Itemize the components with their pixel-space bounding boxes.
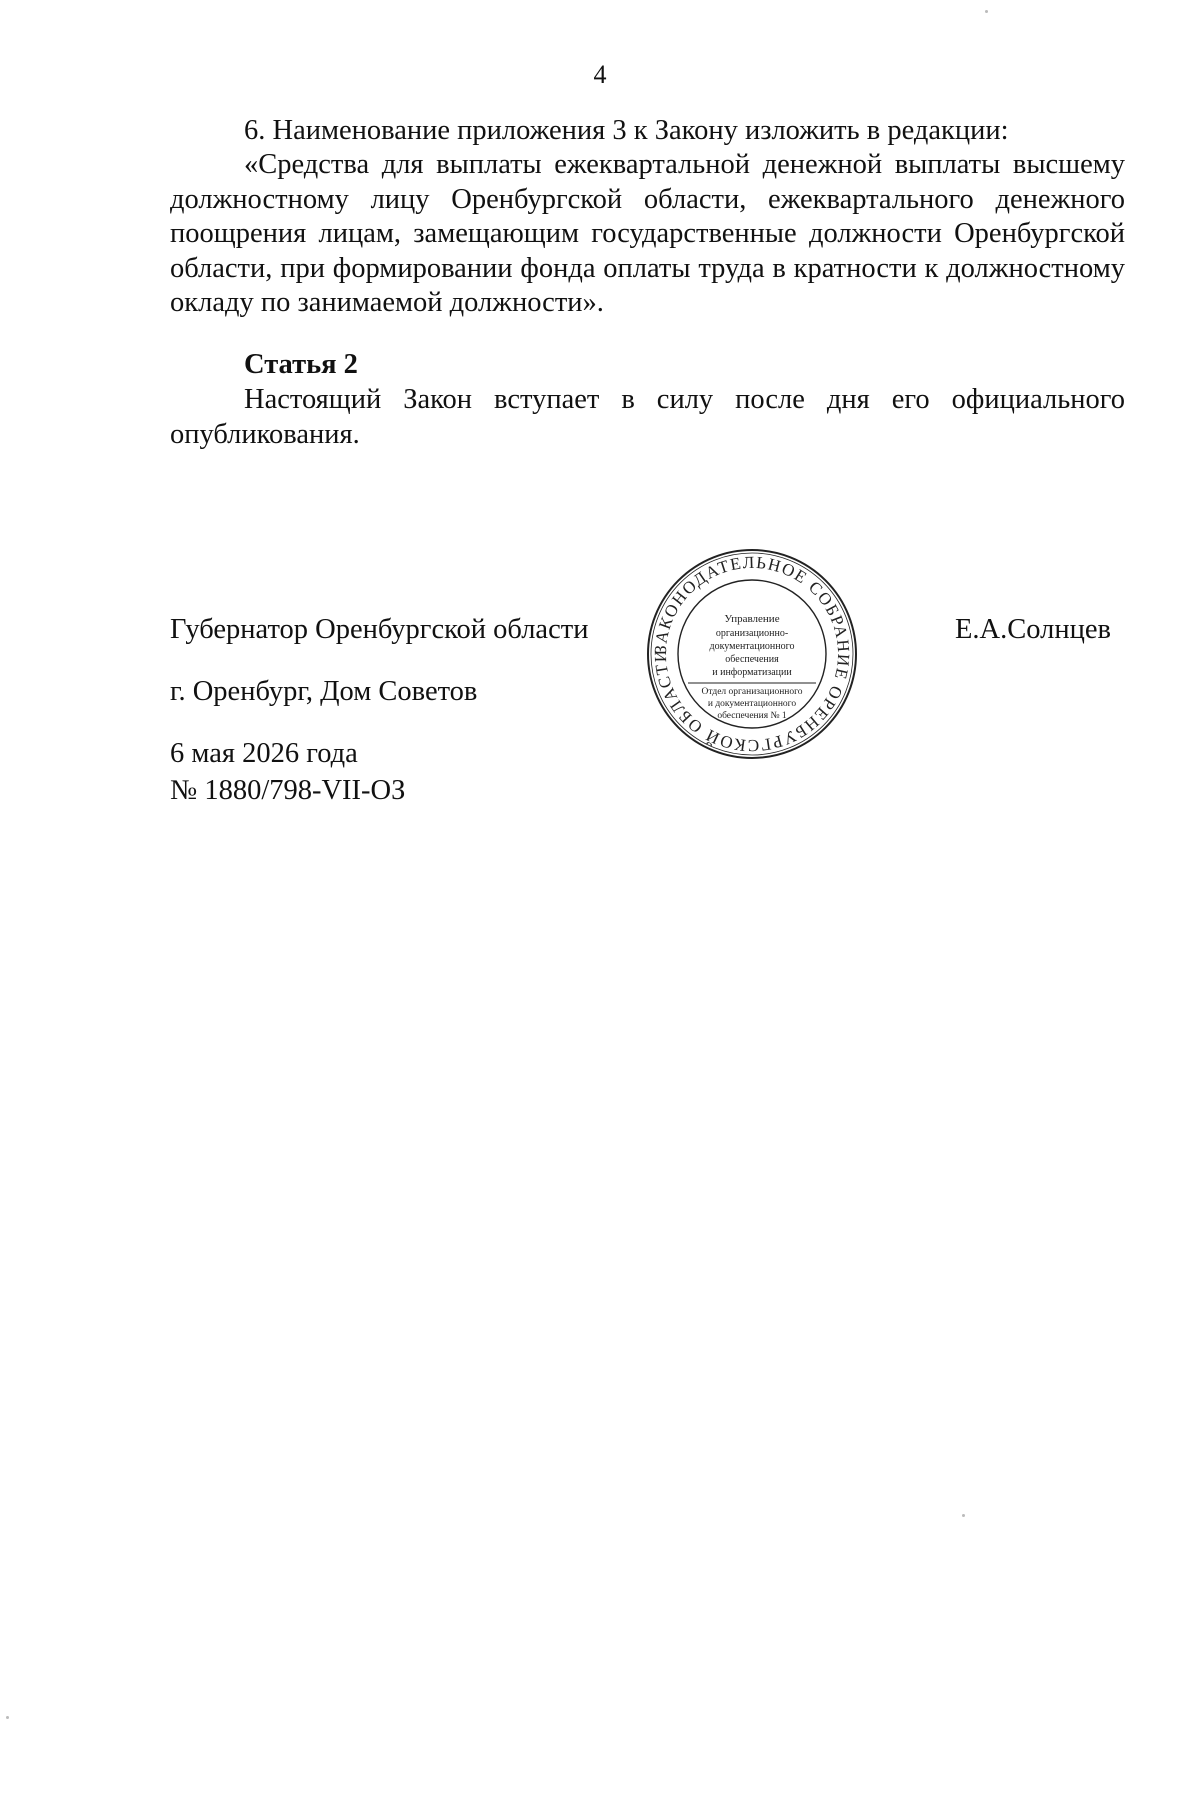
seal-outer-text: ЗАКОНОДАТЕЛЬНОЕ СОБРАНИЕ ОРЕНБУРГСКОЙ ОБЛАСТИ: [650, 552, 854, 756]
seal-inner-line: Отдел организационного: [701, 687, 803, 697]
seal-inner-line: обеспечения: [725, 654, 779, 665]
law-number: № 1880/798-VII-ОЗ: [170, 775, 406, 806]
seal-inner-line: документационного: [709, 641, 795, 652]
seal-inner-line: и документационного: [707, 699, 797, 709]
item-6-quoted-text: «Средства для выплаты ежеквартальной денежной выплаты высшему должностному лицу Оренбургской области, ежеквартального денежного поощрения лицам, замещающим государственные должности Оренбургской области, при формировании фонда оплаты труда в кратности к должностному окладу по занимаемой должности».: [170, 149, 1125, 318]
article-2-text: Настоящий Закон вступает в силу после дня его официального опубликования.: [170, 384, 1125, 450]
seal-graphic: [644, 546, 860, 762]
item-6-paragraph: 6. Наименование приложения 3 к Закону изложить в редакции:: [244, 115, 1009, 146]
signing-place: г. Оренбург, Дом Советов: [170, 676, 478, 707]
scan-speck: [962, 1514, 965, 1517]
seal-inner-line: организационно-: [715, 628, 789, 639]
signatory-name: Е.А.Солнцев: [955, 614, 1111, 645]
seal-inner-line: Управление: [724, 613, 780, 625]
seal-inner-line: обеспечения № 1: [717, 711, 787, 721]
page-number: 4: [593, 60, 607, 89]
official-seal: [644, 546, 860, 762]
seal-inner-line: и информатизации: [712, 667, 792, 678]
article-2-heading: Статья 2: [244, 349, 358, 380]
signatory-title: Губернатор Оренбургской области: [170, 614, 589, 645]
signing-date: 6 мая 2026 года: [170, 738, 358, 769]
scan-speck: [6, 1716, 9, 1719]
seal-inner-text: [688, 613, 816, 721]
scan-speck: [985, 10, 988, 13]
